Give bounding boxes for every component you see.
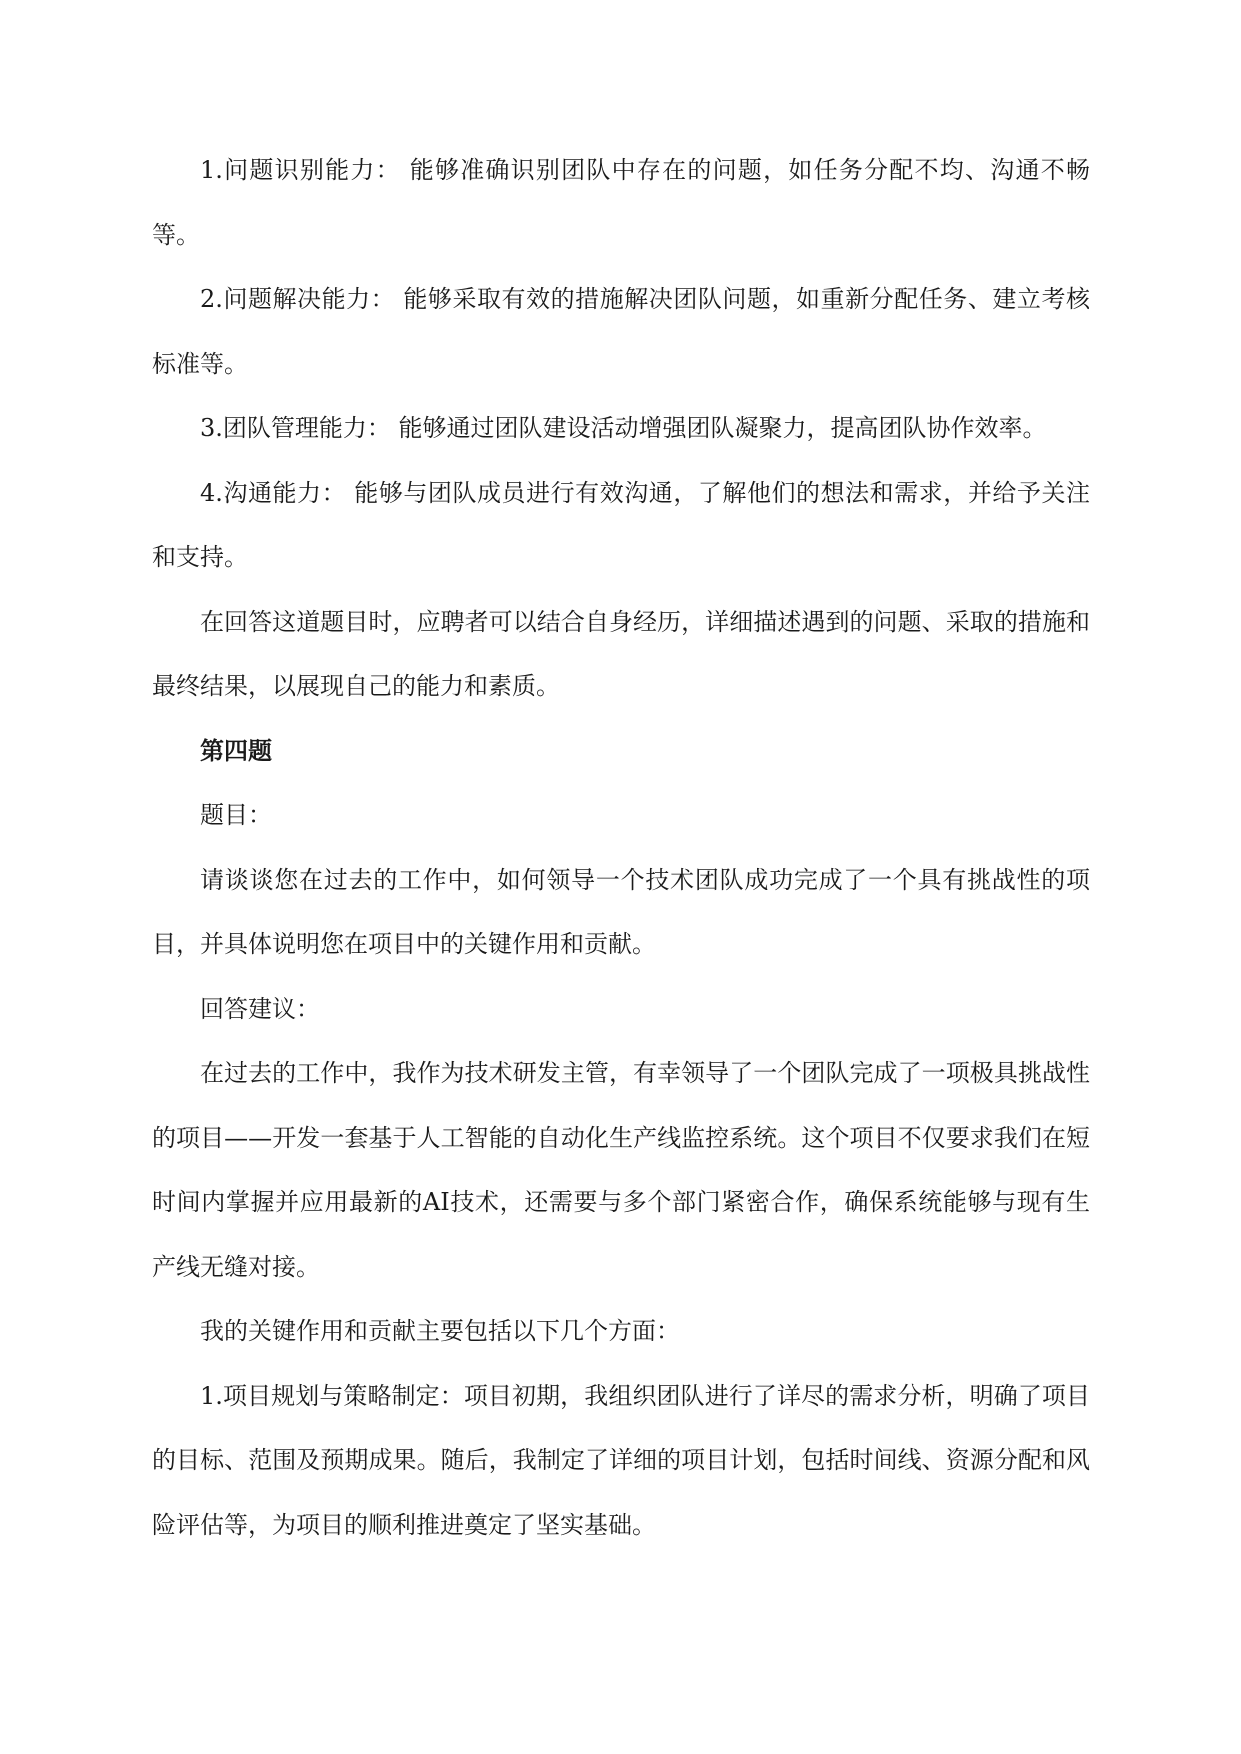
paragraph-problem-solving: 2.问题解决能力： 能够采取有效的措施解决团队问题，如重新分配任务、建立考核标准等。: [152, 285, 1090, 378]
paragraph-project-planning: 1.项目规划与策略制定：项目初期，我组织团队进行了详尽的需求分析，明确了项目的目标、范围及预期成果。随后，我制定了详细的项目计划，包括时间线、资源分配和风险评估等，为项目的顺利推进奠定了坚实基础。: [152, 1381, 1090, 1539]
paragraph-question-text: 请谈谈您在过去的工作中，如何领导一个技术团队成功完成了一个具有挑战性的项目，并具体说明您在项目中的关键作用和贡献。: [152, 865, 1090, 958]
paragraph-contributions-intro: 我的关键作用和贡献主要包括以下几个方面：: [200, 1317, 680, 1345]
paragraph-team-management: 3.团队管理能力： 能够通过团队建设活动增强团队凝聚力，提高团队协作效率。: [200, 414, 1047, 442]
section-heading-question-four: 第四题: [200, 735, 272, 765]
paragraph-communication: 4.沟通能力： 能够与团队成员进行有效沟通，了解他们的想法和需求，并给予关注和支持。: [152, 478, 1090, 571]
paragraph-answer-intro: 在过去的工作中，我作为技术研发主管，有幸领导了一个团队完成了一项极具挑战性的项目——开发一套基于人工智能的自动化生产线监控系统。这个项目不仅要求我们在短时间内掌握并应用最新的AI技术，还需要与多个部门紧密合作，确保系统能够与现有生产线无缝对接。: [152, 1059, 1090, 1281]
paragraph-answer-summary: 在回答这道题目时，应聘者可以结合自身经历，详细描述遇到的问题、采取的措施和最终结果，以展现自己的能力和素质。: [152, 607, 1090, 700]
paragraph-question-label: 题目：: [200, 801, 272, 829]
paragraph-problem-identification: 1.问题识别能力： 能够准确识别团队中存在的问题，如任务分配不均、沟通不畅等。: [152, 156, 1090, 249]
paragraph-answer-label: 回答建议：: [200, 994, 320, 1023]
document-body: [152, 138, 1090, 1557]
